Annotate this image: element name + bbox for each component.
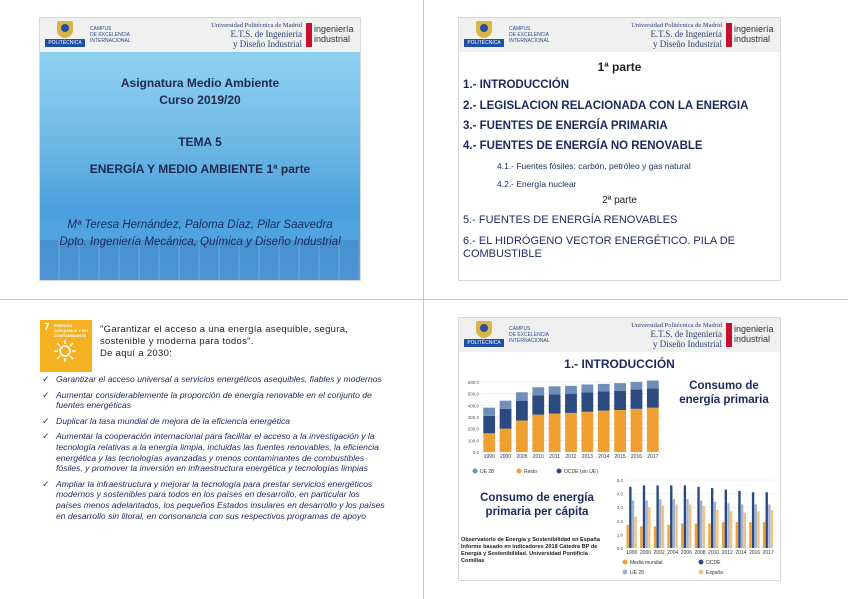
x-tick-label: 2002	[653, 550, 665, 556]
bar	[629, 487, 631, 548]
list-item: ✓ Ampliar la infraestructura y mejorar la tecnología para prestar servicios energéticos modernos y sostenibles para todos en los países en desarrollo, en particular los países menos adelantados, los pequeños Estados insulares en desarrollo y los países en desarrollo sin litoral, en consonancia con sus respectivos programas de apoyo	[42, 478, 385, 521]
bar	[643, 485, 645, 548]
slide-1-title	[40, 18, 360, 280]
bar	[659, 499, 661, 548]
bar	[730, 511, 732, 548]
checkmark-icon: ✓	[42, 415, 50, 426]
bar-segment	[565, 413, 577, 452]
slide-title: 1.- INTRODUCCIÓN	[564, 357, 675, 371]
checkmark-icon: ✓	[42, 374, 50, 384]
bar	[708, 524, 710, 548]
bar	[684, 485, 686, 548]
bar	[727, 503, 729, 548]
bar-segment	[549, 386, 561, 394]
bar	[670, 485, 672, 548]
ingenieria-industrial-logo: ingeniería industrial	[306, 23, 354, 47]
bar-segment	[532, 395, 544, 414]
course-title: Asignatura Medio Ambiente	[120, 76, 280, 90]
bar	[648, 507, 650, 548]
bar	[645, 500, 647, 548]
y-tick-label: 300,0	[467, 415, 479, 420]
x-tick-label: 2000	[639, 550, 652, 556]
index-subitem-4-2: 4.2.- Energía nuclear	[497, 179, 577, 189]
bar-segment	[631, 382, 643, 390]
bar-segment	[532, 387, 544, 395]
y-tick-label: 200,0	[467, 426, 479, 432]
list-item: ✓ Aumentar la cooperación internacional para facilitar el acceso a la investigación y la tecnología relativas a la energía limpia, incluidas las fuentes renovables, la eficiencia energética y las tecnologías avanzadas y menos contaminantes de combustibles fósiles, y promover la inversión en infraestructura energética y tecnologías limpias	[42, 431, 379, 474]
upm-logo	[45, 21, 85, 49]
per-capita-label: Consumo de energía primaria per cápita	[480, 492, 594, 518]
x-tick-label: 2006	[680, 550, 692, 556]
bar-segment	[500, 409, 512, 429]
bar-segment	[500, 429, 512, 452]
y-tick-label: 4,0	[616, 491, 623, 497]
tema-topic: ENERGÍA Y MEDIO AMBIENTE 1ª parte	[89, 162, 311, 176]
legend-marker	[623, 570, 628, 575]
x-tick-label: 2014	[735, 550, 747, 556]
legend-marker	[557, 469, 562, 474]
bar	[656, 485, 658, 548]
bar-segment	[647, 388, 659, 407]
bar-segment	[598, 411, 610, 452]
x-tick-label: 2000	[499, 454, 512, 460]
slide-2-index	[459, 18, 780, 280]
primary-energy-chart	[461, 376, 666, 478]
legend-label: OCDE	[706, 560, 721, 566]
bar	[749, 522, 751, 548]
bar	[741, 504, 743, 548]
bar	[681, 524, 683, 548]
bar	[703, 506, 705, 548]
bar	[654, 526, 656, 548]
bar-segment	[631, 390, 643, 409]
x-tick-label: 2010	[532, 454, 544, 460]
bar-segment	[647, 380, 659, 388]
campus-label: CAMPUS DE EXCELENCIA INTERNACIONAL	[509, 26, 550, 44]
bar-segment	[581, 384, 593, 392]
tema-label: TEMA 5	[178, 135, 222, 149]
bar-segment	[549, 394, 561, 413]
bar	[755, 504, 757, 548]
x-tick-label: 2010	[708, 550, 720, 556]
y-tick-label: 0,0	[472, 450, 479, 455]
bar-segment	[647, 408, 659, 452]
list-item: ✓ Duplicar la tasa mundial de mejora de la eficiencia energética	[42, 415, 291, 426]
y-tick-label: 100,0	[467, 438, 479, 444]
y-tick-label: 600,0	[467, 380, 479, 385]
checkmark-icon: ✓	[42, 431, 50, 442]
slide-header	[459, 318, 780, 352]
legend-label: España	[706, 570, 723, 576]
x-tick-label: 1990	[483, 454, 495, 460]
legend-marker	[699, 570, 704, 575]
legend-label: UE 28	[630, 570, 644, 576]
x-tick-label: 2005	[516, 454, 528, 460]
x-tick-label: 2004	[667, 550, 679, 556]
list-item: ✓ Aumentar considerablemente la proporción de energía renovable en el conjunto de fuentes energéticas	[42, 389, 372, 411]
upm-shield-icon	[476, 321, 492, 338]
bar	[714, 502, 716, 548]
bar-segment	[614, 383, 626, 391]
x-tick-label: 2016	[630, 454, 643, 460]
sun-icon	[54, 340, 76, 362]
y-tick-label: 5,0	[616, 478, 623, 483]
bar-segment	[598, 391, 610, 410]
bar	[736, 522, 738, 548]
upm-shield-icon	[476, 21, 492, 38]
x-tick-label: 2012	[721, 550, 733, 556]
bar-segment	[581, 392, 593, 411]
bar	[627, 525, 629, 548]
legend-marker	[699, 560, 704, 565]
y-tick-label: 1,0	[616, 532, 623, 538]
slide-3-sdg	[40, 318, 385, 580]
per-capita-chart	[611, 476, 779, 580]
x-tick-label: 1990	[626, 550, 638, 556]
bar-segment	[565, 394, 577, 413]
y-tick-label: 2,0	[616, 518, 623, 524]
bar	[686, 499, 688, 548]
slide-header	[459, 18, 780, 52]
legend-label: Media mundial	[630, 560, 663, 566]
y-tick-label: 3,0	[616, 505, 623, 511]
bar	[766, 492, 768, 548]
university-name: Universidad Politécnica de Madrid E.T.S. de Ingeniería y Diseño Industrial	[631, 22, 722, 49]
upm-logo: POLITÉCNICA	[464, 321, 504, 349]
bar	[673, 499, 675, 548]
bar	[697, 487, 699, 548]
slide-4-introduccion	[459, 318, 780, 580]
campus-label: CAMPUS DE EXCELENCIA INTERNACIONAL	[90, 26, 131, 44]
bar	[716, 510, 718, 548]
bar	[695, 524, 697, 548]
bar-segment	[483, 433, 495, 452]
x-tick-label: 2013	[581, 454, 593, 460]
bar	[771, 510, 773, 548]
bar-segment	[631, 409, 643, 452]
bar-segment	[565, 386, 577, 394]
bar	[640, 526, 642, 548]
legend-label: OCDE (sin UE)	[564, 469, 598, 475]
bar	[711, 488, 713, 548]
bar-segment	[614, 410, 626, 452]
x-tick-label: 2011	[549, 454, 561, 460]
index-subitem-4-1: 4.1.- Fuentes fósiles: carbón, petróleo y gas natural	[497, 161, 691, 171]
part-2-title: 2ª parte	[602, 195, 637, 206]
index-item-5: 5.- FUENTES DE ENERGÍA RENOVABLES	[463, 214, 678, 226]
ingenieria-industrial-logo: ingeniería industrial	[726, 323, 774, 347]
bar-segment	[516, 421, 528, 453]
index-item-3: 3.- FUENTES DE ENERGÍA PRIMARIA	[463, 120, 668, 132]
bar	[675, 504, 677, 548]
authors: Mª Teresa Hernández, Paloma Díaz, Pilar Saavedra	[67, 219, 333, 231]
source-note: Observatorio de Energía y Sostenibilidad en España Informe basado en indicadores 2018 Cátedra BP de Energía y Sostenibilidad. Universidad Pontificia Comillas	[461, 537, 600, 564]
slide-header	[40, 18, 360, 52]
university-name: Universidad Politécnica de Madrid E.T.S. de Ingeniería y Diseño Industrial	[211, 22, 302, 49]
bar-segment	[549, 414, 561, 453]
bar	[757, 511, 759, 548]
bar	[722, 522, 724, 548]
ingenieria-industrial-logo: ingeniería industrial	[726, 23, 774, 47]
bar	[738, 491, 740, 548]
legend-marker	[623, 560, 628, 565]
university-name: Universidad Politécnica de Madrid E.T.S. de Ingeniería y Diseño Industrial	[631, 322, 722, 349]
bar-segment	[532, 415, 544, 452]
y-tick-label: 500,0	[467, 391, 479, 397]
index-item-2: 2.- LEGISLACION RELACIONADA CON LA ENERGIA	[463, 100, 749, 112]
department: Dpto. Ingeniería Mecánica, Química y Diseño Industrial	[59, 236, 341, 248]
bar	[725, 490, 727, 548]
bar-segment	[614, 391, 626, 410]
primary-energy-label: Consumo de energía primaria	[679, 380, 769, 406]
x-tick-label: 2014	[598, 454, 610, 460]
x-tick-label: 2016	[748, 550, 761, 556]
bar-segment	[500, 401, 512, 409]
y-tick-label: 400,0	[467, 403, 479, 409]
campus-label: CAMPUS DE EXCELENCIA INTERNACIONAL	[509, 326, 550, 344]
bar	[662, 506, 664, 548]
bar	[744, 513, 746, 548]
bar	[689, 504, 691, 548]
bar	[632, 500, 634, 548]
bar	[763, 522, 765, 548]
page-divider-horizontal	[0, 299, 848, 300]
part-1-title: 1ª parte	[597, 60, 642, 74]
bar-segment	[483, 416, 495, 434]
index-item-4: 4.- FUENTES DE ENERGÍA NO RENOVABLE	[463, 140, 703, 152]
x-tick-label: 2017	[762, 550, 774, 556]
bar	[667, 525, 669, 548]
course-year: Curso 2019/20	[159, 93, 241, 107]
bar-segment	[516, 392, 528, 400]
bar	[634, 517, 636, 548]
upm-logo: POLITÉCNICA	[464, 21, 504, 49]
legend-marker	[473, 469, 478, 474]
bar	[752, 492, 754, 548]
checkmark-icon: ✓	[42, 389, 50, 400]
index-item-6: 6.- EL HIDRÓGENO VECTOR ENERGÉTICO. PILA DE COMBUSTIBLE	[463, 235, 736, 260]
upm-shield-icon	[57, 21, 73, 38]
sdg-7-badge: 7 ENERGÍA ASEQUIBLE Y NO CONTAMINANTE	[40, 320, 92, 372]
bar	[700, 500, 702, 548]
index-item-1: 1.- INTRODUCCIÓN	[463, 79, 570, 91]
checkmark-icon: ✓	[42, 478, 50, 489]
sdg-quote: "Garantizar el acceso a una energía asequible, segura, sostenible y moderna para todos". De aquí a 2030:	[100, 324, 349, 359]
x-tick-label: 2015	[614, 454, 626, 460]
legend-label: Resto	[524, 469, 538, 475]
sdg-targets-list	[42, 374, 385, 526]
bar-segment	[483, 408, 495, 416]
bar-segment	[581, 412, 593, 452]
x-tick-label: 2008	[694, 550, 706, 556]
politecnica-label: POLITÉCNICA	[45, 39, 85, 47]
list-item: ✓ Garantizar el acceso universal a servicios energéticos asequibles, fiables y modernos	[42, 374, 382, 384]
bar-segment	[516, 401, 528, 421]
x-tick-label: 2012	[565, 454, 577, 460]
bar-segment	[598, 384, 610, 391]
legend-label: UE 28	[480, 469, 494, 475]
bar	[768, 504, 770, 548]
x-tick-label: 2017	[647, 454, 659, 460]
y-tick-label: 0,0	[616, 546, 623, 551]
legend-marker	[517, 469, 522, 474]
